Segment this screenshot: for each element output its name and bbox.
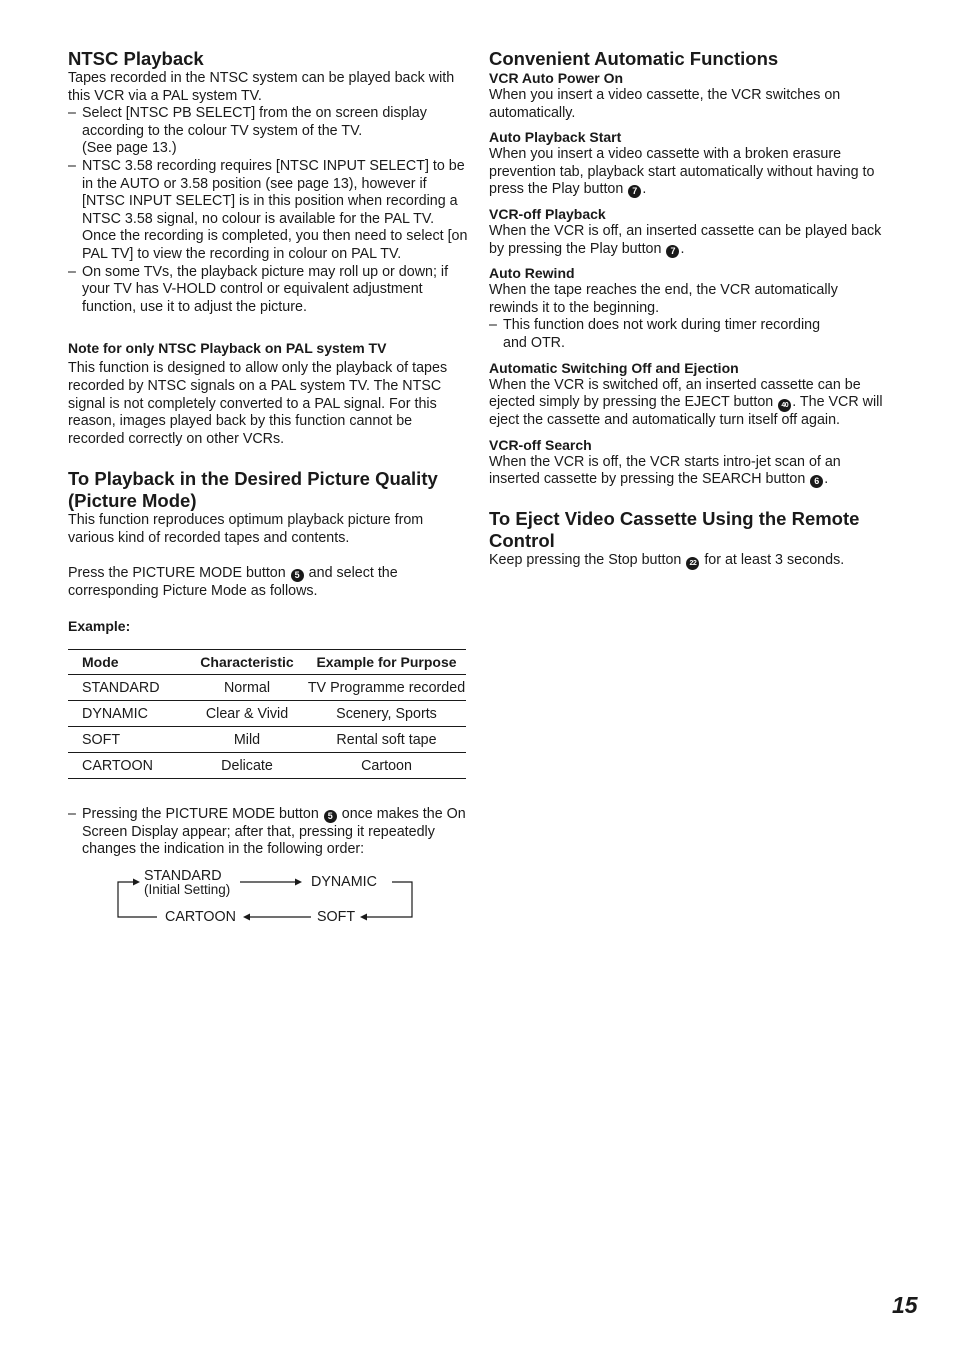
picture-mode-button-icon: 5 (324, 810, 337, 823)
cycle-initial-setting: (Initial Setting) (144, 882, 231, 897)
pressing-item (68, 806, 468, 859)
eject-title (489, 508, 889, 552)
table-header-row (68, 650, 466, 675)
picture-mode-title (68, 468, 468, 512)
auto-switch-off-after: . The VCR will eject the cassette and automatically turn itself off again. (489, 394, 883, 429)
vcr-off-search-body: When the VCR is off, the VCR starts intro-jet scan of an inserted cassette by pressing the SEARCH button (489, 453, 841, 488)
auto-playback-text: When you insert a video cassette with a broken erasure prevention tab, playback start automatically without having to press the Play button (489, 146, 875, 198)
play-button-icon: 7 (628, 185, 641, 198)
auto-rewind-item: – This function does not work during timer recording and OTR. (489, 317, 833, 352)
vcr-auto-power-on-text: When you insert a video cassette, the VCR switches on automatically. (489, 87, 841, 121)
ntsc-item-1-text: Select [NTSC PB SELECT] from the on screen display according to the colour TV system of the TV. (82, 105, 427, 139)
ntsc-item-2: – NTSC 3.58 recording requires [NTSC INPUT SELECT] to be in the AUTO or 3.58 position (see page 13), however if [NTSC INPUT SELECT] is in this position when recording a NTSC 3.58 signal, no colour is available for the PAL TV. Once the recording is completed, you then need to select [on PAL TV] to view the recording in colour on PAL TV. (68, 158, 468, 264)
table-row (68, 727, 466, 753)
table-cell: Cartoon (307, 753, 466, 779)
cycle-cartoon: CARTOON (165, 909, 236, 925)
pressing-text-after: once makes the On Screen Display appear; after that, pressing it repeatedly changes the indication in the following order: (82, 806, 466, 858)
table-cell: STANDARD (68, 675, 187, 701)
note-title: Note for only NTSC Playback on PAL system TV (68, 340, 387, 357)
table-row (68, 701, 466, 727)
search-button-icon: 6 (810, 475, 823, 488)
ntsc-item-3: – On some TVs, the playback picture may roll up or down; if your TV has V-HOLD control or equivalent adjustment function, use it to adjust the picture. (68, 264, 468, 317)
vcr-off-search-title: VCR-off Search (489, 436, 592, 453)
auto-switch-off-title: Automatic Switching Off and Ejection (489, 359, 739, 376)
page-number: 15 (892, 1292, 918, 1318)
ntsc-item-1-ref: (See page 13.) (82, 140, 177, 157)
table-cell: DYNAMIC (68, 701, 187, 727)
picture-mode-title-line2: (Picture Mode) (68, 490, 197, 512)
ntsc-intro: Tapes recorded in the NTSC system can be played back with this VCR via a PAL system TV. (68, 70, 455, 104)
table-header-purpose: Example for Purpose (307, 650, 466, 675)
left-column (68, 48, 468, 859)
picture-mode-press (68, 565, 468, 600)
table-header-characteristic: Characteristic (187, 650, 307, 675)
eject-text (489, 552, 889, 570)
vcr-off-playback-body: When the VCR is off, an inserted cassette can be played back by pressing the Play button (489, 222, 882, 257)
example-label: Example: (68, 618, 131, 635)
table-cell: Rental soft tape (307, 727, 466, 753)
auto-switch-off-text (489, 377, 889, 430)
auto-rewind-title: Auto Rewind (489, 265, 575, 282)
picture-mode-table (68, 649, 466, 779)
vcr-off-playback-title: VCR-off Playback (489, 205, 606, 222)
press-text-after: and select the corresponding Picture Mode as follows. (68, 565, 398, 599)
table-row (68, 753, 466, 779)
table-cell: TV Programme recorded (307, 675, 466, 701)
eject-text-before: Keep pressing the Stop button (489, 551, 682, 568)
cycle-soft: SOFT (317, 909, 356, 925)
stop-button-icon: 22 (686, 557, 699, 570)
picture-mode-title-line1: To Playback in the Desired Picture Quality (68, 468, 438, 490)
auto-playback-start-title: Auto Playback Start (489, 129, 622, 146)
picture-mode-button-icon: 5 (291, 569, 304, 582)
table-cell: Delicate (187, 753, 307, 779)
table-row (68, 675, 466, 701)
eject-title-line1: To Eject Video Cassette Using the Remote (489, 507, 860, 529)
press-text-before: Press the PICTURE MODE button (68, 565, 286, 582)
auto-rewind-text: When the tape reaches the end, the VCR automatically rewinds it to the beginning. (489, 282, 838, 316)
eject-text-after: for at least 3 seconds. (704, 551, 845, 568)
table-cell: SOFT (68, 727, 187, 753)
auto-playback-start-text: When you insert a video cassette with a broken erasure prevention tab, playback start automatically without having to press the Play button 7 . (489, 146, 875, 198)
table-cell: Clear & Vivid (187, 701, 307, 727)
auto-functions-title: Convenient Automatic Functions (489, 48, 779, 69)
vcr-auto-power-on-title: VCR Auto Power On (489, 70, 624, 86)
vcr-off-search-text: When the VCR is off, the VCR starts intro-jet scan of an inserted cassette by pressing the SEARCH button 6 . (489, 453, 841, 488)
table-cell: Normal (187, 675, 307, 701)
picture-mode-intro: This function reproduces optimum playback picture from various kind of recorded tapes and contents. (68, 512, 424, 546)
table-header-mode: Mode (68, 650, 187, 675)
pressing-text-before: Pressing the PICTURE MODE button (82, 806, 319, 823)
vcr-off-playback-text: When the VCR is off, an inserted cassette can be played back by pressing the Play button 7 . (489, 222, 882, 257)
ntsc-item-1 (68, 105, 468, 158)
right-column (489, 48, 889, 570)
ntsc-title: NTSC Playback (68, 48, 204, 69)
cycle-dynamic: DYNAMIC (311, 874, 377, 890)
table-cell: CARTOON (68, 753, 187, 779)
eject-button-icon: 40 (778, 399, 791, 412)
play-button-icon: 7 (666, 245, 679, 258)
note-text: This function is designed to allow only the playback of tapes recorded by NTSC signals on a PAL system TV. The NTSC signal is not completely converted to a PAL signal. For this reason, images played back by this function cannot be recorded correctly on other VCRs. (68, 360, 448, 447)
eject-title-line2: Control (489, 529, 555, 551)
cycle-standard: STANDARD (144, 868, 222, 884)
table-cell: Mild (187, 727, 307, 753)
auto-switch-off-before: When the VCR is switched off, an inserted cassette can be ejected simply by pressing the EJECT button (489, 376, 861, 411)
table-cell: Scenery, Sports (307, 701, 466, 727)
